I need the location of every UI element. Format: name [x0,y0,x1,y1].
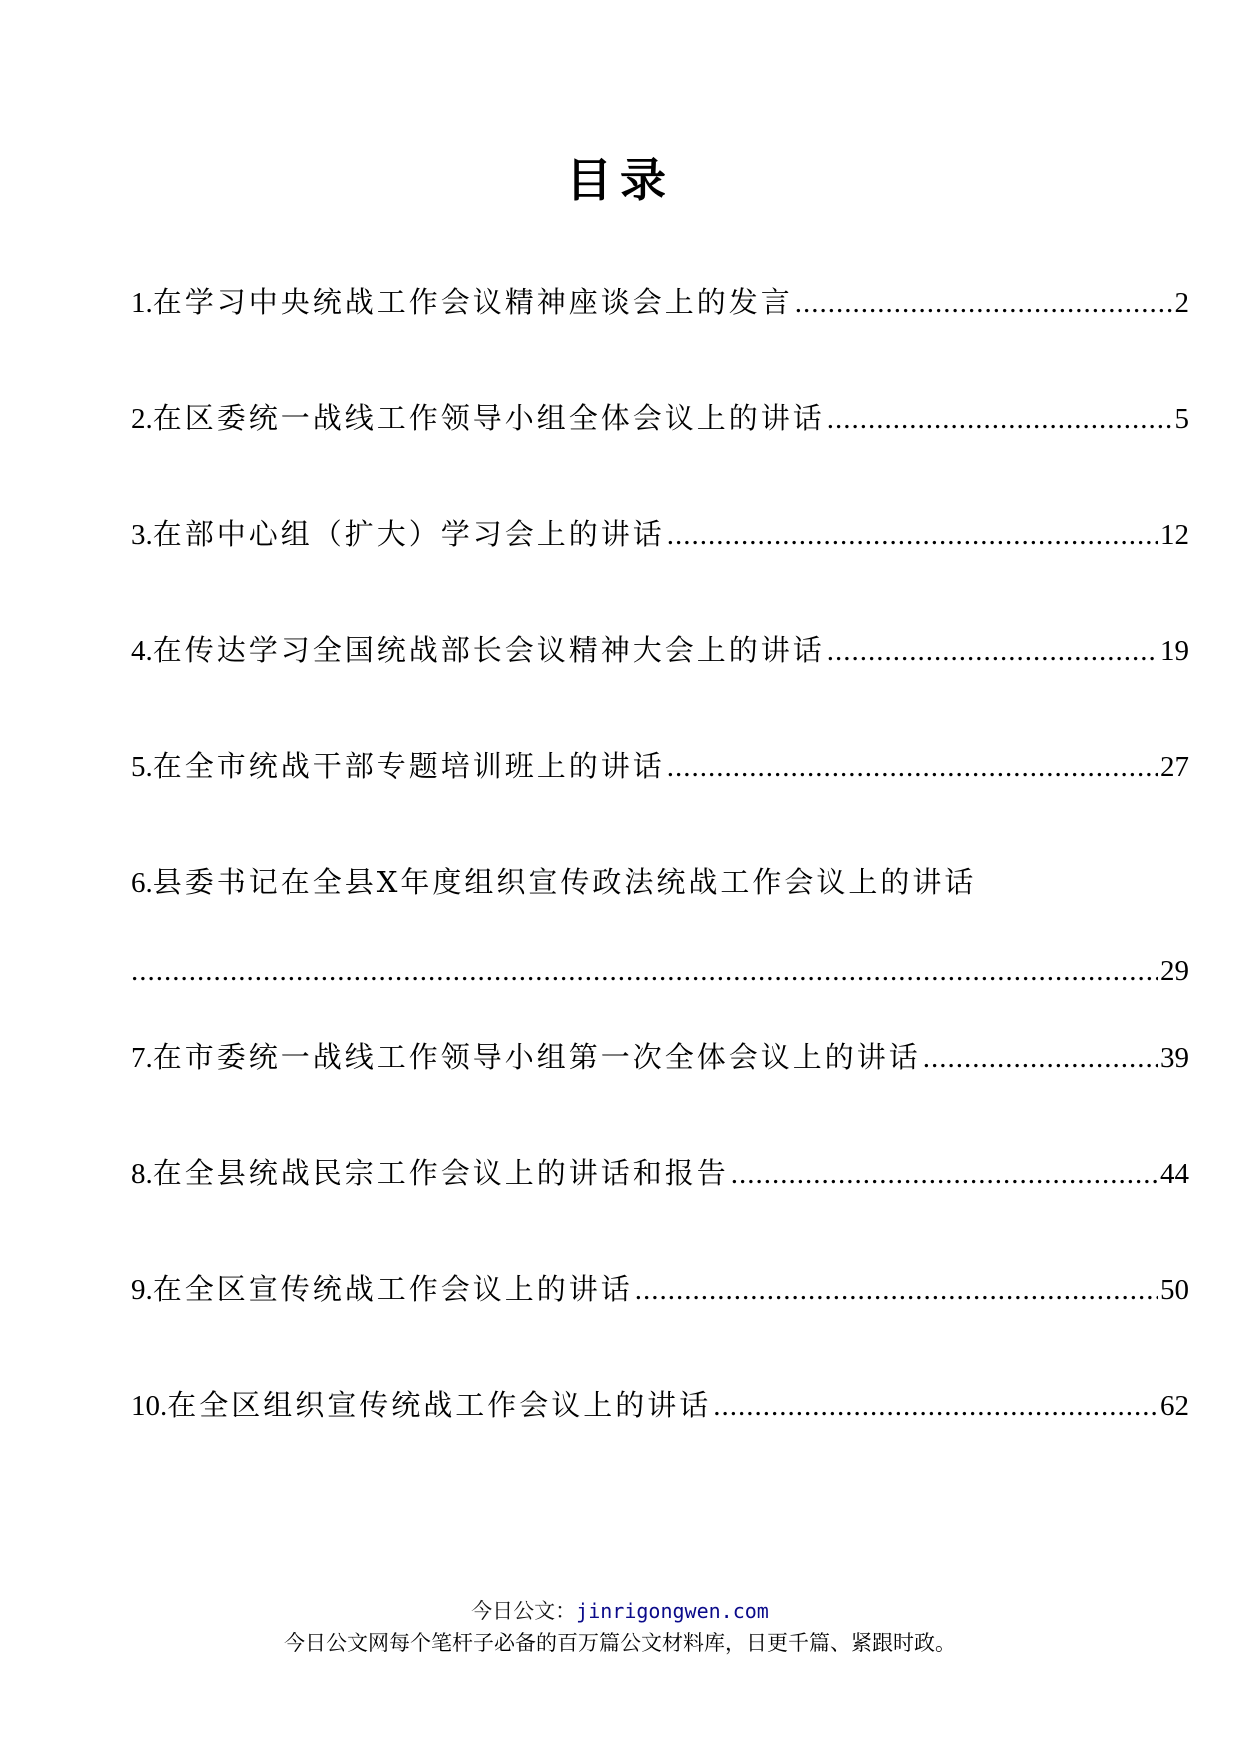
entry-number: 9. [131,1274,153,1306]
entry-number: 10. [131,1390,168,1422]
entry-page-number: 5 [1174,403,1189,435]
entry-number: 6. [131,867,153,899]
entry-page-number: 12 [1160,519,1189,551]
dot-leader [667,515,1158,555]
entry-title: 在区委统一战线工作领导小组全体会议上的讲话 [152,401,825,435]
entry-number: 5. [131,751,153,783]
dot-leader [667,747,1158,787]
footer-site-link[interactable]: jinrigongwen.com [576,1599,769,1623]
entry-page-number: 27 [1160,751,1189,783]
entry-title: 在学习中央统战工作会议精神座谈会上的发言 [152,285,793,319]
toc-entry-2[interactable] [131,398,1189,439]
toc-entry-7[interactable] [131,1037,1189,1078]
toc-entry-9[interactable] [131,1269,1189,1310]
entry-title: 在市委统一战线工作领导小组第一次全体会议上的讲话 [152,1040,921,1074]
toc-entry-6[interactable] [131,862,1189,991]
entry-number: 8. [131,1158,153,1190]
entry-page-number: 19 [1160,635,1189,667]
entry-title: 在全区组织宣传统战工作会议上的讲话 [167,1388,712,1422]
toc-entry-3[interactable] [131,514,1189,555]
page-title: 目录 [566,153,674,207]
entry-title: 在全区宣传统战工作会议上的讲话 [152,1272,633,1306]
dot-leader [795,283,1173,323]
toc-entry-8[interactable] [131,1153,1189,1194]
footer-source [0,1595,1240,1625]
dot-leader [827,399,1173,439]
entry-page-number: 62 [1160,1390,1189,1422]
entry-title: 在全县统战民宗工作会议上的讲话和报告 [152,1156,729,1190]
footer-slogan: 今日公文网每个笔杆子必备的百万篇公文材料库，日更千篇、紧跟时政。 [284,1631,956,1655]
dot-leader [635,1270,1158,1310]
dot-leader [827,631,1158,671]
entry-page-number: 50 [1160,1274,1189,1306]
entry-title: 在部中心组（扩大）学习会上的讲话 [152,517,665,551]
dot-leader [131,951,1158,991]
dot-leader [923,1038,1158,1078]
footer-label: 今日公文： [471,1599,577,1623]
entry-number: 7. [131,1042,153,1074]
toc-entry-4[interactable] [131,630,1189,671]
dot-leader [713,1386,1158,1426]
toc-entry-1[interactable] [131,282,1189,323]
entry-page-number: 44 [1160,1158,1189,1190]
entry-title: 在全市统战干部专题培训班上的讲话 [152,749,665,783]
dot-leader [731,1154,1158,1194]
entry-page-number: 39 [1160,1042,1189,1074]
entry-page-number: 2 [1174,287,1189,319]
entry-number: 4. [131,635,153,667]
entry-number: 1. [131,287,153,319]
entry-page-number: 29 [1160,955,1189,987]
entry-title: 县委书记在全县X年度组织宣传政法统战工作会议上的讲话 [152,865,977,899]
toc-entry-10[interactable] [131,1385,1189,1426]
entry-number: 3. [131,519,153,551]
entry-title: 在传达学习全国统战部长会议精神大会上的讲话 [152,633,825,667]
entry-number: 2. [131,403,153,435]
toc-entry-5[interactable] [131,746,1189,787]
